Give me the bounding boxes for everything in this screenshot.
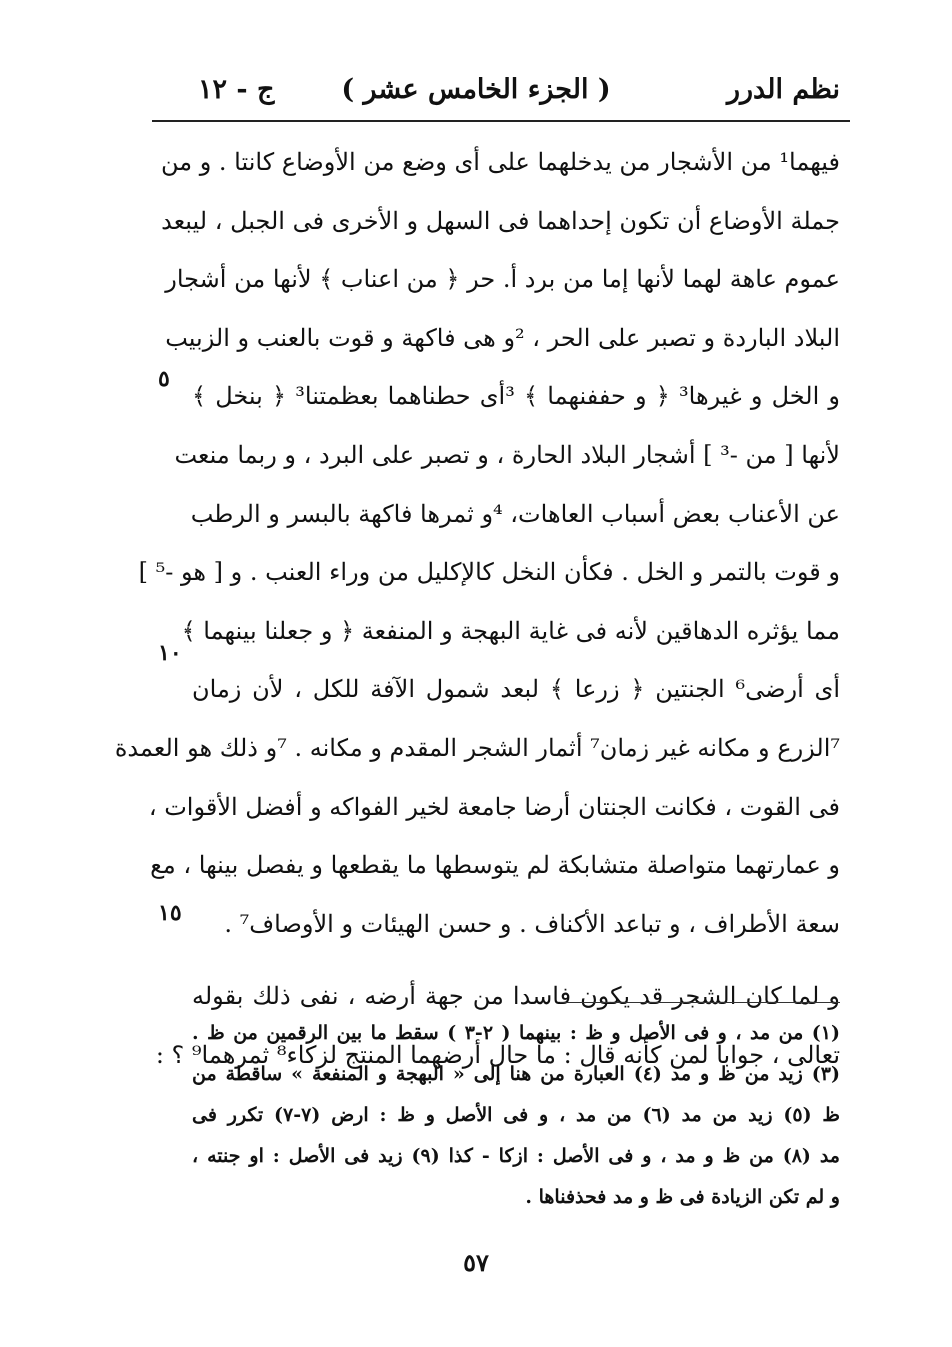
- footnote-line: (١) من مد ، و فى الأصل و ظ : بينهما ( ٢-٣ ) سقط ما بين الرقمين من ظ .: [192, 1022, 840, 1044]
- text-line: و الخل و غيرها³ ﴿ و حففنهما ﴾ ³أى حطناهما بعظمتنا³ ﴿ بنخل ﴾: [192, 382, 841, 411]
- text-line: فى القوت ، فكانت الجنتان أرضا جامعة لخير الفواكه و أفضل الأقوات ،: [148, 792, 840, 821]
- footnote-line: مد (٨) من ظ و مد ، و فى الأصل : ازكا - كذا (٩) زيد فى الأصل : او جنته ،: [192, 1145, 840, 1167]
- footnotes: [155, 1013, 840, 1218]
- text-line: فيهما¹ من الأشجار من يدخلهما على أى وضع من الأوضاع كانتا . و من: [160, 148, 840, 176]
- footnote-rule: [560, 1002, 840, 1003]
- text-line: جملة الأوضاع أن تكون إحداهما فى السهل و الأخرى فى الجبل ، ليبعد: [161, 206, 840, 235]
- text-line: عموم عاهة لهما لأنها إما من برد أ. حر ﴿ من اعناب ﴾ لأنها من أشجار: [165, 265, 840, 294]
- part-title: ( الجزء الخامس عشر ): [341, 74, 611, 105]
- footnote-line: و لم تكن الزيادة فى ظ و مد فحذفناها .: [525, 1186, 840, 1208]
- text-line: تعالى ، جوابا لمن كأنه قال : ما حال أرضهما المنتج لزكاء⁸ ثمرهما⁹ ؟ :: [155, 1040, 840, 1069]
- running-title: نظم الدرر: [726, 74, 840, 105]
- text-line: أى أرضى⁶ الجنتين ﴿ زرعا ﴾ لبعد شمول الآفة للكل ، لأن زمان: [192, 675, 840, 704]
- text-line: و قوت بالتمر و الخل . فكأن النخل كالإكليل من وراء العنب . و [ هو -⁵ ]: [138, 558, 840, 587]
- header-rule: [152, 120, 850, 122]
- line-number: ١٥: [158, 900, 182, 926]
- line-number: ٥: [158, 366, 170, 392]
- line-number: ١٠: [158, 640, 182, 666]
- text-line: البلاد الباردة و تصبر على الحر ، ²و هى فاكهة و قوت بالعنب و الزبيب: [165, 323, 840, 352]
- text-line: و عمارتهما متواصلة متشابكة لم يتوسطها ما يقطعها و يفصل بينها ، مع: [150, 851, 840, 880]
- text-line: مما يؤثره الدهاقين لأنه فى غاية البهجة و المنفعة ﴿ و جعلنا بينهما ﴾: [181, 616, 840, 645]
- text-line: ⁷الزرع و مكانه غير زمان⁷ أثمار الشجر المقدم و مكانه . ⁷و ذلك هو العمدة: [114, 733, 840, 762]
- footnote-line: ظ (٥) زيد من مد (٦) من مد ، و فى الأصل و ظ : ارض (٧-٧) تكرر فى: [192, 1104, 840, 1126]
- page-number: ٥٧: [463, 1248, 489, 1277]
- paragraph-gap: [192, 953, 840, 967]
- footnote-line: (٣) زيد من ظ و مد (٤) العبارة من هنا إلى « البهجة و المنفعة » ساقطة من: [192, 1063, 840, 1085]
- text-line: لأنها [ من -³ ] أشجار البلاد الحارة ، و تصبر على البرد ، و ربما منعت: [174, 440, 840, 469]
- text-line: و لما كان الشجر قد يكون فاسدا من جهة أرضه ، نفى ذلك بقوله: [192, 982, 840, 1011]
- text-line: سعة الأطراف ، و تباعد الأكناف . و حسن الهيئات و الأوصاف⁷ .: [224, 909, 840, 938]
- volume-label: ج - ١٢: [198, 74, 275, 105]
- text-line: عن الأعناب بعض أسباب العاهات، ⁴و ثمرها فاكهة بالبسر و الرطب: [190, 499, 840, 528]
